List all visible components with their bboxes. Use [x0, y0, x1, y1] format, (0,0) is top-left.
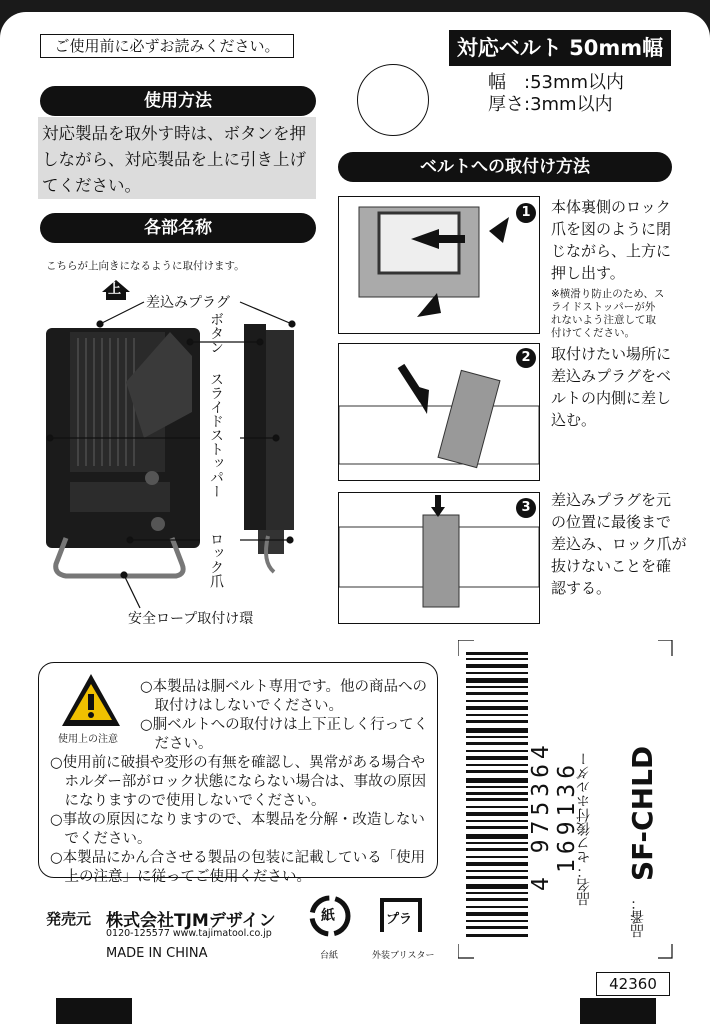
step-line: 取付けたい場所に [551, 345, 672, 363]
belt-thickness-spec: 厚さ:3mm以内 [488, 94, 613, 115]
step-2-number: 2 [516, 348, 536, 368]
caution-line: ○胴ベルトへの取付けは上下正しく行ってく [140, 717, 429, 733]
note-line: 付けてください。 [551, 327, 635, 339]
step-1-text [551, 196, 671, 284]
caution-line: でください。 [50, 831, 152, 847]
usage-text [38, 117, 316, 199]
caution-line: ホルダー部がロック状態にならない場合は、事故の原因 [50, 774, 427, 790]
note-line: れないよう注意して取 [551, 314, 656, 326]
parts-heading: 各部名称 [40, 213, 316, 243]
step-line: 差込み、ロック爪が [551, 535, 687, 553]
product-name: 品名：セフ後付ホルダー [576, 752, 592, 906]
holder-side-view [244, 324, 266, 530]
hanger-hole [357, 64, 429, 136]
caution-line: ○本製品は胴ベルト専用です。他の商品への [140, 679, 427, 695]
caution-line: ○使用前に破損や変形の有無を確認し、異常がある場合や [50, 755, 426, 771]
step-line: 本体裏側のロック [551, 198, 671, 216]
bottom-tab-left [56, 998, 132, 1024]
note-line: ※横滑り防止のため、ス [551, 288, 665, 300]
bottom-tab-right [580, 998, 656, 1024]
up-label: 上 [108, 282, 122, 297]
step-line: 抜けないことを確 [551, 557, 672, 575]
lock-claw-label: ロック爪 [208, 532, 224, 588]
caution-icon-label: 使用上の注意 [58, 734, 118, 745]
step-1-image [338, 196, 540, 334]
caution-line: 上の注意」に従ってご使用ください。 [50, 869, 311, 885]
company-name: 株式会社TJMデザイン [106, 911, 276, 931]
seller-label: 発売元 [46, 910, 92, 928]
caution-line: ○本製品にかん合させる製品の包装に記載している「使用 [50, 850, 426, 866]
caution-line: になりますので使用しないでください。 [50, 793, 326, 809]
caution-line: 取付けはしないでください。 [140, 698, 343, 714]
step-line: 押し出す。 [551, 264, 625, 282]
usage-line: てください。 [42, 176, 141, 195]
contact-info: 0120-125577 www.tajimatool.co.jp [106, 928, 272, 939]
plastic-label: 外装ブリスター [372, 951, 435, 961]
made-in-label: MADE IN CHINA [106, 946, 208, 961]
caution-line: ださい。 [140, 736, 213, 752]
barcode [466, 652, 528, 942]
caution-line: ○事故の原因になりますので、本製品を分解・改造しない [50, 812, 425, 828]
usage-line: しながら、対応製品を上に引き上げ [42, 150, 306, 169]
step-line: の位置に最後まで [551, 513, 672, 531]
slide-stopper-label: スライドストッパー [208, 372, 224, 498]
belt-width-spec: 幅 :53mm以内 [488, 72, 625, 93]
button-label: ボタン [208, 312, 224, 354]
step-line: じながら、上方に [551, 242, 672, 260]
item-number: 42360 [596, 972, 670, 996]
mounting-note: こちらが上向きになるように取付けます。 [46, 260, 245, 272]
paper-label: 台紙 [320, 951, 339, 961]
step-line: ルトの内側に差し [551, 389, 672, 407]
step-2-image [338, 343, 540, 481]
step-line: 爪を図のように閉 [551, 220, 672, 238]
parts-diagram [40, 272, 330, 632]
step-2-text [551, 343, 671, 431]
usage-heading: 使用方法 [40, 86, 316, 116]
plastic-mark: プラ [386, 912, 413, 927]
belt-install-heading: ベルトへの取付け方法 [338, 152, 672, 182]
step-line: 認する。 [551, 579, 612, 597]
step-1-note [551, 288, 664, 340]
product-code-label: 品番： [630, 896, 646, 938]
paper-mark: 紙 [321, 908, 335, 924]
rope-ring-label: 安全ロープ取付け環 [128, 611, 254, 627]
step-line: 差込みプラグを元 [551, 491, 672, 509]
belt-spec-title: 対応ベルト 50mm幅 [449, 30, 671, 66]
product-code: SF-CHLD [626, 745, 659, 881]
note-line: ライドストッパーが外 [551, 301, 656, 313]
warning-icon [60, 672, 122, 728]
step-1-number: 1 [516, 203, 536, 223]
step-3-image [338, 492, 540, 624]
step-line: 込む。 [551, 411, 597, 429]
read-before-use-notice: ご使用前に必ずお読みください。 [40, 34, 294, 58]
step-3-number: 3 [516, 498, 536, 518]
step-3-text [551, 489, 687, 599]
usage-line: 対応製品を取外す時は、ボタンを押 [42, 124, 306, 143]
plug-label: 差込みプラグ [146, 295, 230, 311]
step-line: 差込みプラグをベ [551, 367, 672, 385]
barcode-number: 4 975364 169136 [528, 740, 580, 892]
